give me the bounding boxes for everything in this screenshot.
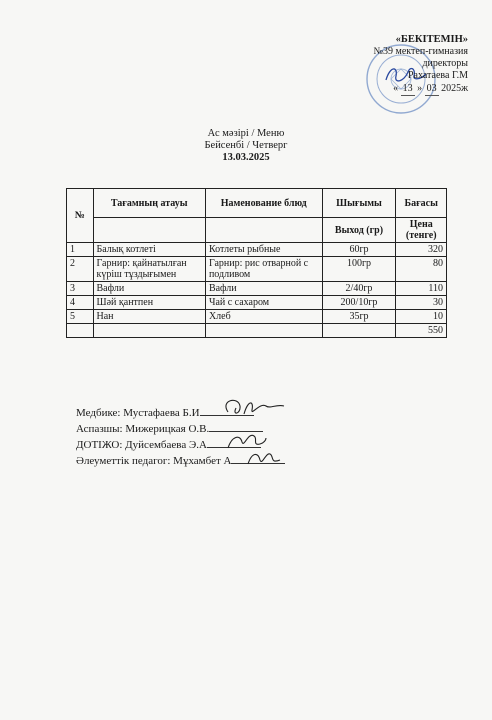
row-name-kz: Балық котлеті <box>93 243 205 257</box>
staff-line <box>76 453 285 469</box>
row-name-kz: Нан <box>93 310 205 324</box>
row-num: 1 <box>67 243 94 257</box>
staff-signatures <box>76 405 285 469</box>
row-price: 10 <box>396 310 447 324</box>
total-value: 550 <box>396 324 447 338</box>
row-name-ru: Чай с сахаром <box>205 296 322 310</box>
date-year: 2025ж <box>441 83 468 94</box>
row-name-kz: Вафли <box>93 282 205 296</box>
table-row <box>67 282 447 296</box>
approval-date <box>338 83 468 96</box>
staff-name: Медбике: Мустафаева Б.И <box>76 407 200 419</box>
row-name-kz: Шәй қантпен <box>93 296 205 310</box>
menu-heading <box>0 128 492 164</box>
staff-line <box>76 421 285 437</box>
staff-name: Аспазшы: Мижерицкая О.В. <box>76 423 210 435</box>
date-quote-close: » <box>417 83 423 94</box>
row-name-ru: Котлеты рыбные <box>205 243 322 257</box>
total-empty-cell <box>205 324 322 338</box>
row-num: 4 <box>67 296 94 310</box>
total-row <box>67 324 447 338</box>
row-num: 3 <box>67 282 94 296</box>
date-quote-open: « <box>393 83 399 94</box>
table-body <box>67 243 447 324</box>
date-month: 03 <box>426 83 437 94</box>
header-empty-cell <box>205 218 322 243</box>
table-header-row <box>67 218 447 243</box>
staff-name: ДОТІЖО: Дуйсембаева Э.А <box>76 439 207 451</box>
row-price: 30 <box>396 296 447 310</box>
row-output: 100гр <box>322 257 396 282</box>
header-empty-cell <box>93 218 205 243</box>
row-output: 200/10гр <box>322 296 396 310</box>
staff-name: Әлеуметтік педагог: Мұхамбет А <box>76 455 232 467</box>
signature-line <box>200 405 254 416</box>
approval-line: №39 мектеп-гимназия <box>373 46 468 57</box>
approval-line: Рахатаева Г.М <box>408 70 468 81</box>
staff-line <box>76 437 285 453</box>
col-output-kz: Шығымы <box>322 189 396 218</box>
col-num: № <box>67 189 94 243</box>
row-name-ru: Вафли <box>205 282 322 296</box>
col-name-ru: Наменование блюд <box>205 189 322 218</box>
menu-day: Бейсенбі / Четверг <box>204 140 288 151</box>
row-price: 80 <box>396 257 447 282</box>
col-name-kz: Тағамның атауы <box>93 189 205 218</box>
table-header-row <box>67 189 447 218</box>
menu-date: 13.03.2025 <box>222 152 270 163</box>
col-price-ru: Цена (тенге) <box>396 218 447 243</box>
signature-line <box>231 453 285 464</box>
menu-table <box>66 188 447 338</box>
col-output-ru: Выход (гр) <box>322 218 396 243</box>
approval-line: директоры <box>422 58 468 69</box>
signature-line <box>209 421 263 432</box>
table-row <box>67 310 447 324</box>
row-output: 35гр <box>322 310 396 324</box>
table-row <box>67 243 447 257</box>
row-name-ru: Хлеб <box>205 310 322 324</box>
total-empty-cell <box>322 324 396 338</box>
total-empty-cell <box>93 324 205 338</box>
approval-header: «БЕКІТЕМІН» <box>395 34 468 45</box>
table-row <box>67 296 447 310</box>
total-empty-cell <box>67 324 94 338</box>
row-price: 320 <box>396 243 447 257</box>
row-name-ru: Гарнир: рис отварной с подливом <box>205 257 322 282</box>
row-name-kz: Гарнир: қайнатылған күріш тұздығымен <box>93 257 205 282</box>
staff-line <box>76 405 285 421</box>
approval-block <box>338 34 468 96</box>
row-output: 60гр <box>322 243 396 257</box>
row-output: 2/40гр <box>322 282 396 296</box>
table-row <box>67 257 447 282</box>
signature-line <box>207 437 261 448</box>
row-price: 110 <box>396 282 447 296</box>
row-num: 2 <box>67 257 94 282</box>
row-num: 5 <box>67 310 94 324</box>
col-price-kz: Бағасы <box>396 189 447 218</box>
date-day: 13 <box>402 83 413 94</box>
menu-title: Ас мәзірі / Меню <box>207 128 285 139</box>
